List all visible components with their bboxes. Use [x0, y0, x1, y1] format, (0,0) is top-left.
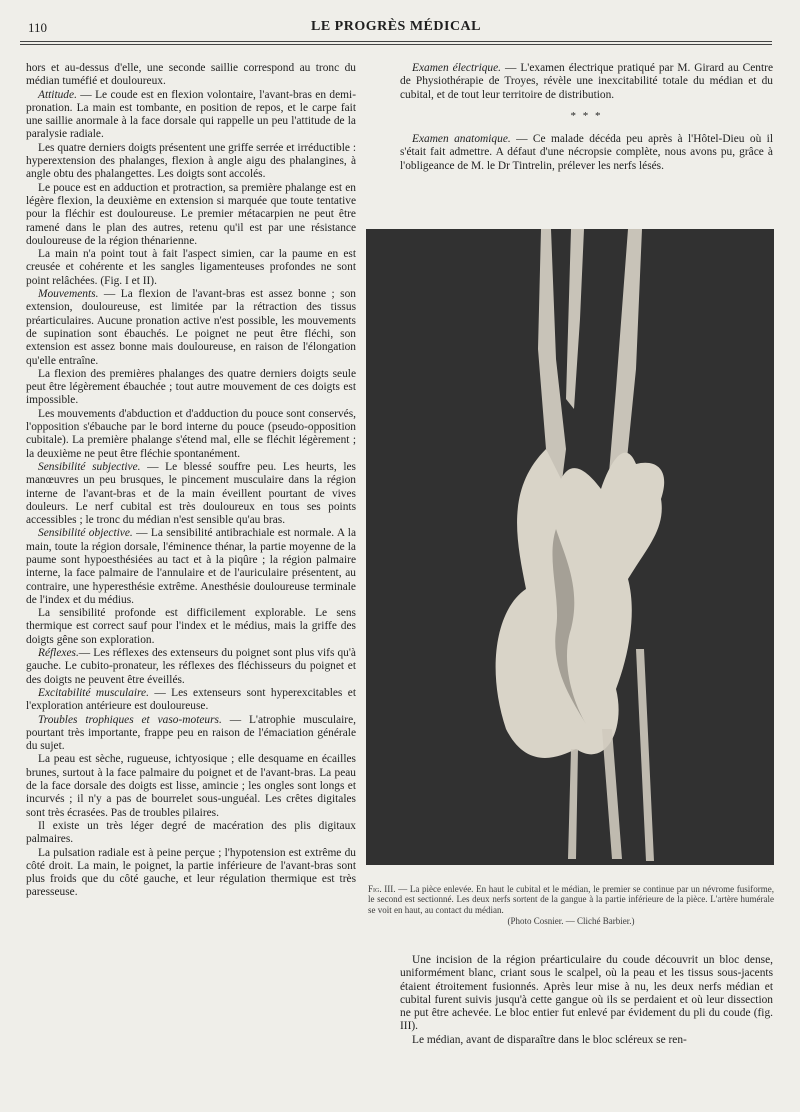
- journal-title: LE PROGRÈS MÉDICAL: [310, 19, 482, 34]
- figure-photo: [366, 229, 774, 865]
- paragraph-text: La main n'a point tout à fait l'aspect simien, car la paume en est creusée et cohérente et les sangles ligamenteuses profondes ne sont point relâchées. (Fig. I et II).: [26, 248, 356, 287]
- figure-label: Fig. III.: [368, 884, 396, 894]
- paragraph-text: — L'atrophie musculaire, pourtant très importante, frappe peu en raison de l'émaciation générale du sujet.: [26, 713, 356, 753]
- paragraph-lead: Mouvements.: [38, 288, 99, 301]
- paragraph-lead: Troubles trophiques et vaso-moteurs.: [38, 713, 222, 726]
- paragraph: [400, 954, 773, 1034]
- paragraph: [26, 288, 356, 368]
- paragraph-text: La flexion des premières phalanges des quatre derniers doigts seule peut être légèrement ébauchée ; tout autre mouvement de ces doigts est impossible.: [26, 367, 356, 407]
- paragraph-lead: Réflexes.: [38, 647, 79, 660]
- paragraph-text: — Le coude est en flexion volontaire, l'avant-bras en demi-pronation. La main est tombante, en position de repos, et le carpe fait une saillie anormale à la face dorsale qui rappelle un peu l'attitude de la paralysie radiale.: [26, 88, 356, 141]
- paragraph-text: — Les extenseurs sont hyperexcitables et l'exploration antérieure est douloureuse.: [26, 686, 356, 713]
- paragraph-text: Les quatre derniers doigts présentent une griffe serrée et irréductible : hyperextension des phalanges, flexion à angle aigu des phalangines, à angle obtu des phalangettes. Les doigts sont accolés.: [26, 141, 356, 181]
- paragraph: [26, 368, 356, 408]
- left-column: [26, 62, 356, 900]
- header-rule: [20, 41, 772, 42]
- paragraph: [26, 62, 356, 89]
- paragraph: [26, 142, 356, 182]
- paragraph-lead: Sensibilité objective.: [38, 527, 133, 540]
- paragraph: [26, 820, 356, 847]
- paragraph: [400, 62, 773, 102]
- paragraph-lead: Excitabilité musculaire.: [38, 686, 149, 699]
- paragraph-text: La peau est sèche, rugueuse, ichtyosique ; elle desquame en écailles brunes, surtout à la face palmaire du poignet et de l'avant-bras. La peau de la face dorsale des doigts est lisse, amincie ; les ongles sont longs et incurvés ; il n'y a pas de bourrelet sous-unguéal. Les crêtes digitales sont très écrasées. Pas de troubles pilaires.: [26, 753, 356, 819]
- paragraph: [26, 527, 356, 607]
- paragraph: [26, 607, 356, 647]
- paragraph: [26, 408, 356, 461]
- page-number: 110: [28, 20, 48, 35]
- paragraph: [26, 89, 356, 142]
- section-separator: * * *: [570, 109, 603, 122]
- paragraph-text: La pulsation radiale est à peine perçue ; l'hypotension est extrême du côté droit. La main, le poignet, la partie inférieure de l'avant-bras sont plus froids que du côté gauche, et leur régulation thermique est très paresseuse.: [26, 846, 356, 899]
- paragraph: [26, 647, 356, 687]
- paragraph-text: — La flexion de l'avant-bras est assez bonne ; son extension, douloureuse, est limitée par la rétraction des tissus préarticulaires. Aucune pronation active n'est possible, les mouvements de supination sont ébauchés. Le poignet ne peut être fléchi, son extension est assez bonne mais douloureuse, en raison de l'élongation qu'elle entraîne.: [26, 288, 356, 367]
- paragraph: [26, 687, 356, 714]
- paragraph-lead: Examen électrique.: [412, 62, 502, 74]
- header-rule-double: [20, 44, 772, 45]
- paragraph-text: La sensibilité profonde est difficilement explorable. Le sens thermique est correct sauf pour l'index et le médius, mais la griffe des doigts gêne son exploration.: [26, 607, 356, 646]
- nerve-specimen-illustration: [366, 229, 774, 865]
- figure-caption-text: — La pièce enlevée. En haut le cubital et le médian, le premier se continue par un névrome fusiforme, le second est sectionné. Les deux nerfs sortent de la gangue à la partie inférieure de la pièce. L'artère humérale se voit en haut, au contact du médian.: [368, 884, 774, 915]
- right-column-top: [400, 62, 773, 173]
- paragraph-text: Les mouvements d'abduction et d'adduction du pouce sont conservés, l'opposition s'ébauche par le bord interne du pouce (pseudo-opposition cubitale). La première phalange s'étend mal, elle se fléchit légèrement ; la deuxième ne peut être fléchie spontanément.: [26, 407, 356, 460]
- running-header: [20, 16, 772, 38]
- paragraph-text: Il existe un très léger degré de macération des plis digitaux palmaires.: [26, 819, 356, 846]
- paragraph-text: — Le blessé souffre peu. Les heurts, les manœuvres un peu brusques, le pincement musculaire dans la région interne de l'avant-bras et de la main éveillent pourtant de vives douleurs. Le nerf cubital est très douloureux en tous ses points accessibles ; le tronc du médian n'est sensible qu'au bras.: [26, 460, 356, 527]
- paragraph-lead: Examen anatomique.: [412, 133, 511, 146]
- paragraph-lead: Sensibilité subjective.: [38, 460, 141, 473]
- paragraph: [26, 248, 356, 288]
- paragraph-text: — La sensibilité antibrachiale est normale. A la main, toute la région dorsale, l'éminence thénar, la partie moyenne de la paume sont hypoesthésiées au tact et à la piqûre ; la région palmaire interne, la face palmaire de l'annulaire et de l'auriculaire présentent, au contraire, une hyperesthésie extrême. Anesthésie douloureuse terminale de l'index et du médius.: [26, 527, 356, 606]
- paragraph-text: hors et au-dessus d'elle, une seconde saillie correspond au tronc du médian tuméfié et douloureux.: [26, 62, 356, 88]
- paragraph-lead: Attitude.: [38, 88, 77, 101]
- paragraph-text: Le médian, avant de disparaître dans le bloc scléreux se ren-: [412, 1033, 687, 1046]
- paragraph-text: Une incision de la région préarticulaire du coude découvrit un bloc dense, uniformément blanc, criant sous le scalpel, où la peau et les tissus sous-jacents étaient étroitement fusionnés. Après leur mise à nu, les deux nerfs médian et cubital furent suivis jusqu'à cette gangue où ils se perdaient et où leur dissection ne put être achevée. Le bloc entier fut enlevé par évidement du pli du coude (fig. III).: [400, 954, 773, 1033]
- paragraph: [26, 461, 356, 527]
- paragraph: [400, 133, 773, 173]
- paragraph-text: — Les réflexes des extenseurs du poignet sont plus vifs qu'à gauche. Le cubito-pronateur, les réflexes des fléchisseurs du poignet et des doigts ne peuvent être éveillés.: [26, 647, 356, 686]
- figure-credit: (Photo Cosnier. — Cliché Barbier.): [507, 915, 635, 926]
- paragraph: [26, 753, 356, 819]
- figure-caption: [368, 884, 774, 926]
- right-column-bottom: [400, 954, 773, 1047]
- paragraph: [400, 1034, 773, 1047]
- paragraph-text: — L'examen électrique pratiqué par M. Girard au Centre de Physiothérapie de Troyes, révèle une inexcitabilité totale du médian et du cubital, et de tout leur territoire de distribution.: [400, 62, 774, 101]
- paragraph: [26, 182, 356, 248]
- paragraph-text: Le pouce est en adduction et protraction, sa première phalange est en légère flexion, la deuxième en extension si marquée que toute tentative pour la fléchir est douloureuse. Le premier métacarpien ne peut être ramené dans le plan des autres, retenu qu'il est par une résistance douloureuse de la région thénarienne.: [26, 181, 356, 247]
- paragraph-text: — Ce malade décéda peu après à l'Hôtel-Dieu où il s'était fait admettre. A défaut d'une nécropsie complète, nous avons pu, grâce à l'obligeance de M. le Dr Tintrelin, prélever les nerfs lésés.: [400, 133, 773, 172]
- paragraph: [26, 714, 356, 754]
- paragraph: [26, 847, 356, 900]
